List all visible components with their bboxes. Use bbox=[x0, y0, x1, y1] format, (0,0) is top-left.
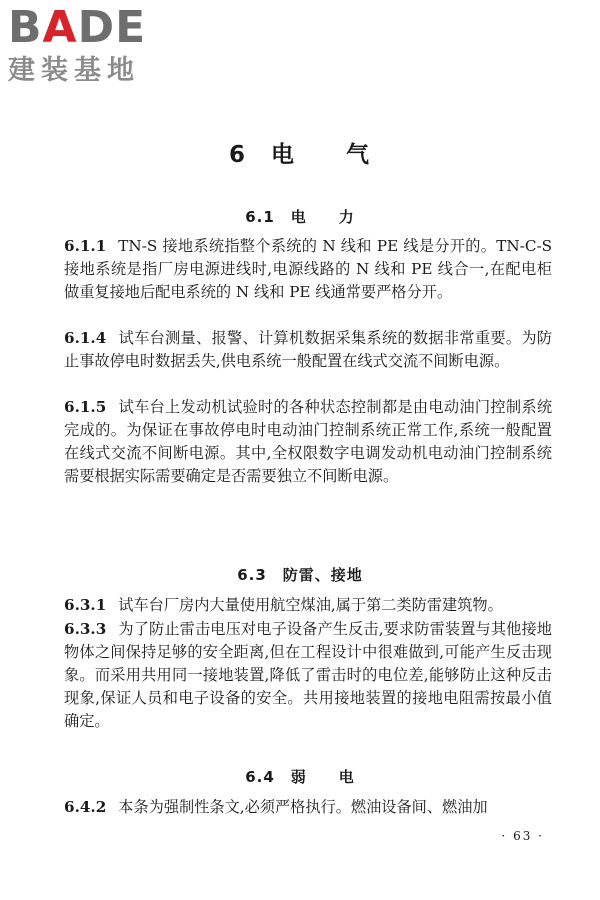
section-title-6-3: 6.3 防雷、接地 bbox=[237, 566, 363, 584]
clause-text: 试车台测量、报警、计算机数据采集系统的数据非常重要。为防止事故停电时数据丢失,供电系统一般配置在线式交流不间断电源。 bbox=[64, 329, 552, 370]
page-number: · 63 · bbox=[501, 829, 544, 843]
clause-6-3-1 bbox=[64, 594, 552, 617]
clause-number: 6.1.1 bbox=[64, 237, 107, 255]
section-title-6-1: 6.1 电 力 bbox=[245, 208, 355, 226]
clause-6-4-2 bbox=[64, 796, 552, 819]
clause-number: 6.1.5 bbox=[64, 398, 107, 416]
logo-letter-b: B bbox=[8, 2, 43, 53]
bade-logo bbox=[8, 4, 178, 88]
section-title-6-4: 6.4 弱 电 bbox=[245, 768, 355, 786]
clause-6-1-5 bbox=[64, 396, 552, 488]
clause-number: 6.1.4 bbox=[64, 329, 107, 347]
clause-text: 本条为强制性条文,必须严格执行。燃油设备间、燃油加 bbox=[118, 798, 488, 816]
clause-text: 试车台厂房内大量使用航空煤油,属于第二类防雷建筑物。 bbox=[118, 596, 503, 614]
clause-text: 为了防止雷击电压对电子设备产生反击,要求防雷装置与其他接地物体之间保持足够的安全距离,但在工程设计中很难做到,可能产生反击现象。而采用共用同一接地装置,降低了雷击时的电位差,能够防止这种反击现象,保证人员和电子设备的安全。共用接地装置的接地电阻需按最小值确定。 bbox=[64, 620, 552, 730]
logo-wordmark bbox=[8, 4, 178, 52]
clause-text: 试车台上发动机试验时的各种状态控制都是由电动油门控制系统完成的。为保证在事故停电时电动油门控制系统正常工作,系统一般配置在线式交流不间断电源。其中,全权限数字电调发动机电动油门控制系统需要根据实际需要确定是否需要独立不间断电源。 bbox=[64, 398, 552, 485]
clause-6-3-3 bbox=[64, 618, 552, 733]
clause-6-1-1 bbox=[64, 235, 552, 304]
chapter-title: 6 电 气 bbox=[228, 142, 371, 168]
clause-number: 6.3.1 bbox=[64, 596, 107, 614]
clause-number: 6.3.3 bbox=[64, 620, 107, 638]
clause-text: TN-S 接地系统指整个系统的 N 线和 PE 线是分开的。TN-C-S 接地系统是指厂房电源进线时,电源线路的 N 线和 PE 线合一,在配电柜做重复接地后配电系统的 N 线和 PE 线通常要严格分开。 bbox=[64, 237, 552, 301]
logo-letters-de: DE bbox=[77, 2, 147, 53]
clause-number: 6.4.2 bbox=[64, 798, 107, 816]
clause-6-1-4 bbox=[64, 327, 552, 373]
logo-letter-a: A bbox=[42, 2, 78, 53]
logo-subtitle: 建装基地 bbox=[8, 55, 140, 86]
